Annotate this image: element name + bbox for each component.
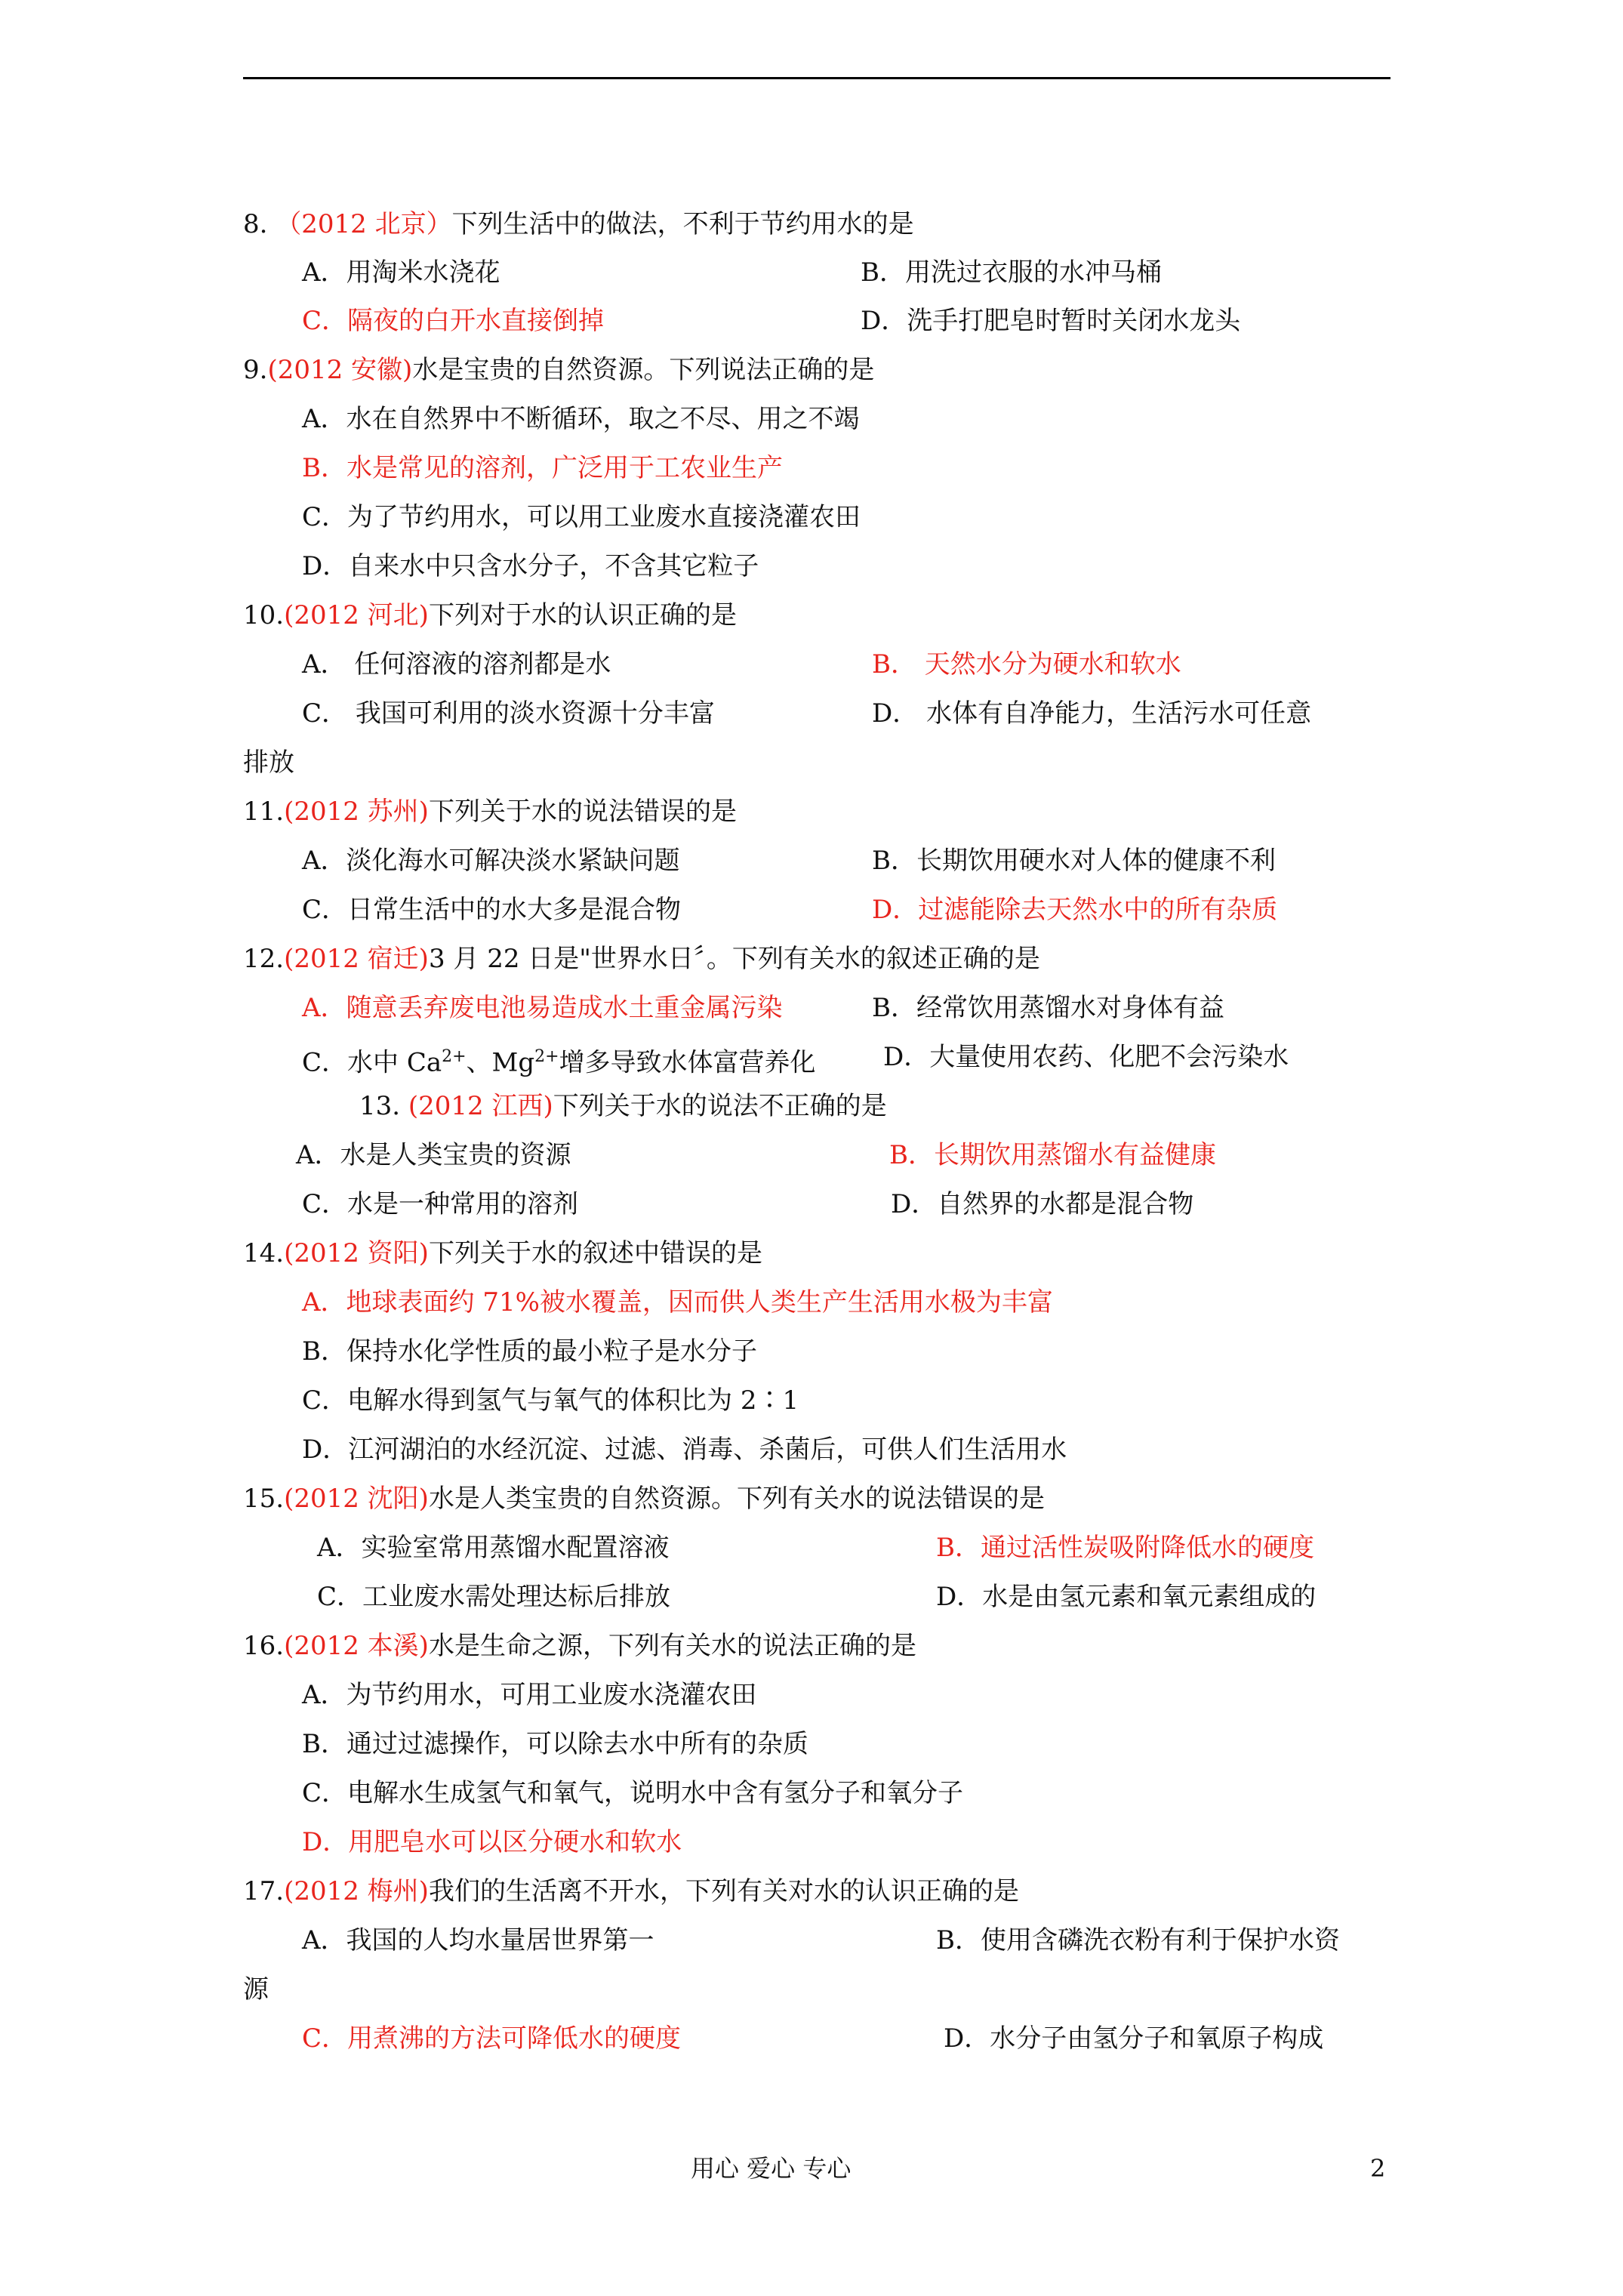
option-10a: A． 任何溶液的溶剂都是水 — [302, 649, 611, 680]
option-10d: D． 水体有自净能力，生活污水可任意 — [872, 698, 1312, 729]
source-tag: (2012 资阳) — [284, 1238, 429, 1268]
source-tag: (2012 沈阳) — [284, 1484, 429, 1514]
option-16c: C．电解水生成氢气和氧气，说明水中含有氢分子和氧分子 — [302, 1778, 964, 1808]
option-8c-answer: C．隔夜的白开水直接倒掉 — [302, 306, 605, 336]
question-12: 12.(2012 宿迁)3 月 22 日是"世界水日〞。下列有关水的叙述正确的是 — [243, 944, 1040, 974]
option-15d: D．水是由氢元素和氧元素组成的 — [936, 1582, 1317, 1612]
option-13c: C．水是一种常用的溶剂 — [302, 1189, 579, 1219]
option-12b: B．经常饮用蒸馏水对身体有益 — [872, 993, 1224, 1023]
source-tag: (2012 安徽) — [267, 355, 413, 385]
option-12a-answer: A．随意丢弃废电池易造成水土重金属污染 — [302, 993, 783, 1023]
option-17b: B．使用含磷洗衣粉有利于保护水资 — [936, 1925, 1340, 1955]
source-tag: (2012 河北) — [284, 600, 429, 630]
option-13a: A．水是人类宝贵的资源 — [296, 1140, 571, 1170]
source-tag: (2012 江西) — [408, 1091, 553, 1121]
option-12c: C．水中 $Ca^{2+}$、$Mg^{2+}$增多导致水体富营养化 — [302, 1047, 816, 1078]
option-14b: B．保持水化学性质的最小粒子是水分子 — [302, 1336, 757, 1367]
option-11b: B．长期饮用硬水对人体的健康不利 — [872, 846, 1276, 876]
option-16a: A．为节约用水，可用工业废水浇灌农田 — [302, 1680, 757, 1710]
question-9: 9.(2012 安徽)水是宝贵的自然资源。下列说法正确的是 — [243, 355, 875, 385]
question-13: 13. (2012 江西)下列关于水的说法不正确的是 — [359, 1091, 887, 1121]
source-tag: (2012 苏州) — [284, 797, 429, 827]
option-9d: D．自来水中只含水分子，不含其它粒子 — [302, 551, 759, 581]
question-17: 17.(2012 梅州)我们的生活离不开水，下列有关对水的认识正确的是 — [243, 1876, 1019, 1906]
question-14: 14.(2012 资阳)下列关于水的叙述中错误的是 — [243, 1238, 762, 1268]
option-16b: B．通过过滤操作，可以除去水中所有的杂质 — [302, 1729, 808, 1759]
option-14a-answer: A．地球表面约 71%被水覆盖，因而供人类生产生活用水极为丰富 — [302, 1287, 1053, 1318]
source-tag: (2012 梅州) — [284, 1876, 429, 1906]
source-tag: (2012 宿迁) — [284, 944, 429, 974]
option-8d: D．洗手打肥皂时暂时关闭水龙头 — [861, 306, 1241, 336]
option-9a: A．水在自然界中不断循环，取之不尽、用之不竭 — [302, 404, 860, 434]
option-10c: C． 我国可利用的淡水资源十分丰富 — [302, 698, 715, 729]
option-14d: D．江河湖泊的水经沉淀、过滤、消毒、杀菌后，可供人们生活用水 — [302, 1435, 1067, 1465]
question-8: 8. （2012 北京）下列生活中的做法，不利于节约用水的是 — [243, 209, 914, 239]
header-rule — [243, 77, 1390, 79]
source-tag: (2012 本溪) — [284, 1631, 429, 1661]
option-17c-answer: C．用煮沸的方法可降低水的硬度 — [302, 2023, 682, 2054]
option-10b-answer: B． 天然水分为硬水和软水 — [872, 649, 1181, 680]
question-16: 16.(2012 本溪)水是生命之源，下列有关水的说法正确的是 — [243, 1631, 916, 1661]
question-15: 15.(2012 沈阳)水是人类宝贵的自然资源。下列有关水的说法错误的是 — [243, 1484, 1045, 1514]
option-13b-answer: B．长期饮用蒸馏水有益健康 — [889, 1140, 1216, 1170]
option-17d: D．水分子由氢分子和氧原子构成 — [944, 2023, 1324, 2054]
question-10: 10.(2012 河北)下列对于水的认识正确的是 — [243, 600, 737, 630]
option-11c: C．日常生活中的水大多是混合物 — [302, 895, 682, 925]
option-13d: D．自然界的水都是混合物 — [891, 1189, 1194, 1219]
page-number: 2 — [1370, 2154, 1386, 2183]
option-9c: C．为了节约用水，可以用工业废水直接浇灌农田 — [302, 502, 861, 532]
option-14c: C．电解水得到氢气与氧气的体积比为 2∶1 — [302, 1385, 799, 1416]
question-11: 11.(2012 苏州)下列关于水的说法错误的是 — [243, 797, 737, 827]
option-17b-continued: 源 — [243, 1974, 269, 2005]
option-15c: C．工业废水需处理达标后排放 — [317, 1582, 671, 1612]
option-15a: A．实验室常用蒸馏水配置溶液 — [317, 1533, 670, 1563]
option-16d-answer: D．用肥皂水可以区分硬水和软水 — [302, 1827, 682, 1857]
option-12d: D．大量使用农药、化肥不会污染水 — [883, 1042, 1289, 1072]
source-tag: （2012 北京） — [276, 209, 452, 239]
option-15b-answer: B．通过活性炭吸附降低水的硬度 — [936, 1533, 1314, 1563]
option-17a: A．我国的人均水量居世界第一 — [302, 1925, 654, 1955]
option-9b-answer: B．水是常见的溶剂，广泛用于工农业生产 — [302, 453, 783, 483]
option-8b: B．用洗过衣服的水冲马桶 — [861, 257, 1162, 288]
option-11a: A．淡化海水可解决淡水紧缺问题 — [302, 846, 680, 876]
option-10d-continued: 排放 — [243, 747, 294, 778]
option-11d-answer: D．过滤能除去天然水中的所有杂质 — [872, 895, 1278, 925]
option-8a: A．用淘米水浇花 — [302, 257, 500, 288]
footer-motto: 用心 爱心 专心 — [691, 2154, 852, 2183]
